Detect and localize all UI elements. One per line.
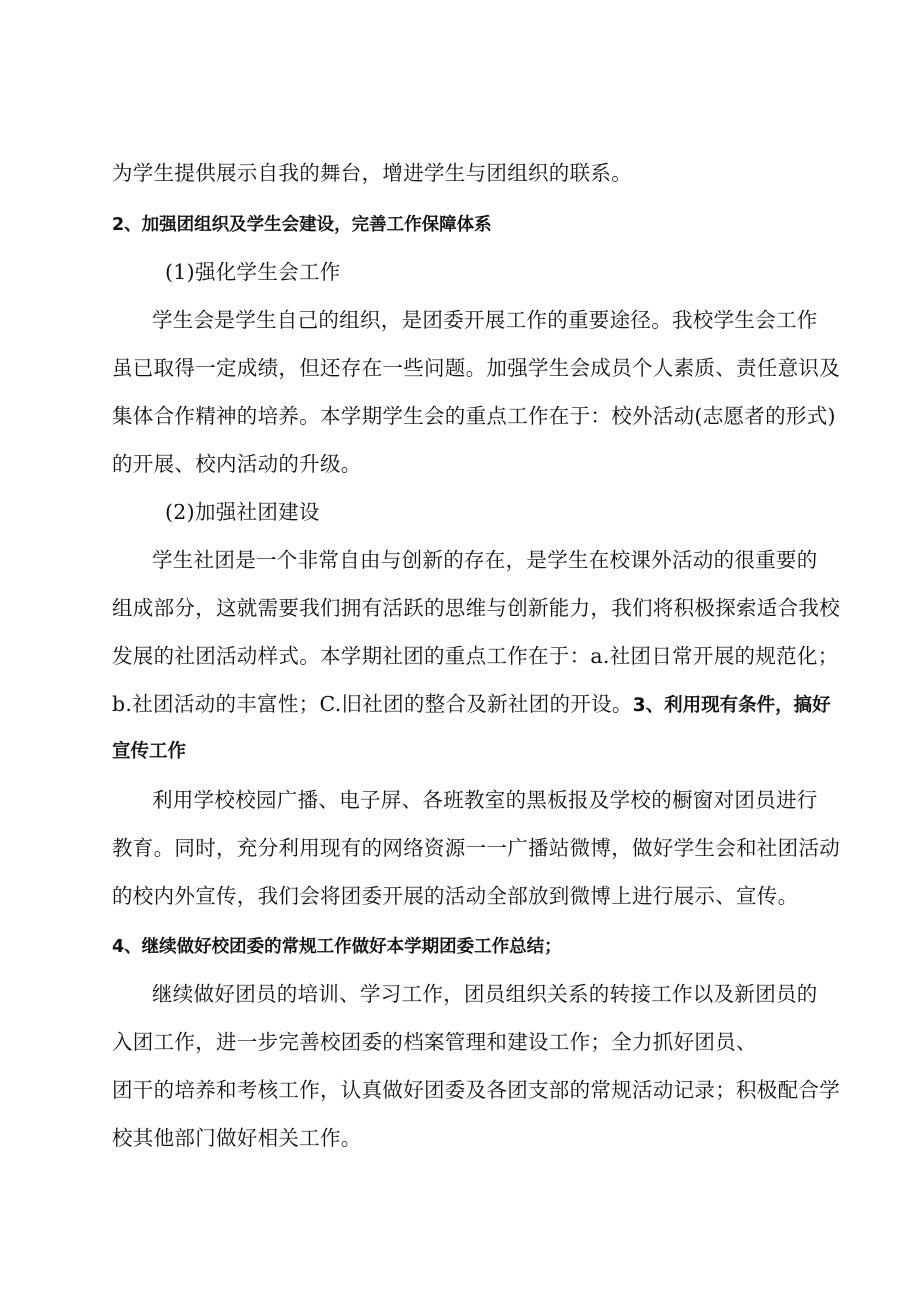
subsection-heading-2: (2)加强社团建设 xyxy=(165,500,320,524)
paragraph-line: 集体合作精神的培养。本学期学生会的重点工作在于：校外活动(志愿者的形式) xyxy=(112,404,836,428)
section-heading-3: 3、利用现有条件，搞好 xyxy=(632,695,831,716)
paragraph-line: 组成部分，这就需要我们拥有活跃的思维与创新能力，我们将积极探索适合我校 xyxy=(112,596,840,620)
paragraph-line: 入团工作，进一步完善校团委的档案管理和建设工作；全力抓好团员、 xyxy=(112,1030,757,1054)
subsection-heading-1: (1)强化学生会工作 xyxy=(165,260,341,284)
paragraph-line-with-heading xyxy=(112,691,831,719)
paragraph-line: 教育。同时，充分利用现有的网络资源一一广播站微博，做好学生会和社团活动 xyxy=(112,836,840,860)
paragraph-line: 团干的培养和考核工作，认真做好团委及各团支部的常规活动记录；积极配合学 xyxy=(112,1078,840,1102)
paragraph-line: 的校内外宣传，我们会将团委开展的活动全部放到微博上进行展示、宣传。 xyxy=(112,884,799,908)
paragraph-line: 的开展、校内活动的升级。 xyxy=(112,452,362,476)
section-heading-4: 4、继续做好校团委的常规工作做好本学期团委工作总结； xyxy=(112,937,562,957)
paragraph-line: 为学生提供展示自我的舞台，增进学生与团组织的联系。 xyxy=(112,161,632,185)
paragraph-line: 学生会是学生自己的组织，是团委开展工作的重要途径。我校学生会工作 xyxy=(152,308,818,332)
section-heading-2: 2、加强团组织及学生会建设，完善工作保障体系 xyxy=(112,215,492,235)
paragraph-text: b.社团活动的丰富性；C.旧社团的整合及新社团的开设。 xyxy=(112,692,633,716)
paragraph-line: 虽已取得一定成绩，但还存在一些问题。加强学生会成员个人素质、责任意识及 xyxy=(112,356,840,380)
paragraph-line: 继续做好团员的培训、学习工作，团员组织关系的转接工作以及新团员的 xyxy=(152,982,818,1006)
paragraph-line: 发展的社团活动样式。本学期社团的重点工作在于：a.社团日常开展的规范化； xyxy=(112,644,839,668)
paragraph-line: 利用学校校园广播、电子屏、各班教室的黑板报及学校的橱窗对团员进行 xyxy=(152,788,818,812)
paragraph-line: 校其他部门做好相关工作。 xyxy=(112,1126,362,1150)
section-heading-3-continued: 宣传工作 xyxy=(112,741,187,762)
paragraph-line: 学生社团是一个非常自由与创新的存在，是学生在校课外活动的很重要的 xyxy=(152,548,818,572)
